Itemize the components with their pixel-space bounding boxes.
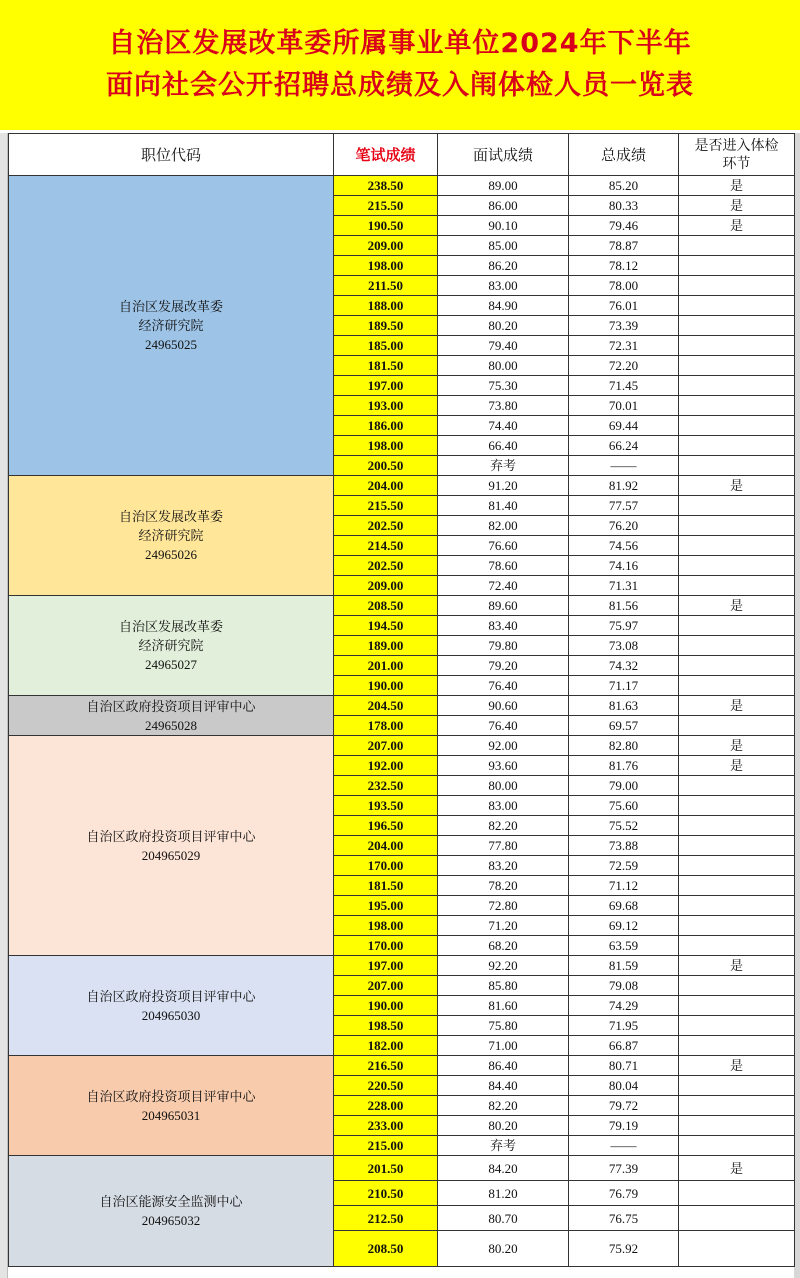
- written-score-cell: 201.00: [334, 656, 438, 676]
- physical-exam-cell: 是: [679, 476, 795, 496]
- written-score-cell: 196.50: [334, 816, 438, 836]
- interview-score-cell: 84.20: [438, 1156, 569, 1181]
- written-score-cell: 209.00: [334, 236, 438, 256]
- interview-score-cell: 76.40: [438, 676, 569, 696]
- physical-exam-cell: 是: [679, 596, 795, 616]
- written-score-cell: 185.00: [334, 336, 438, 356]
- header-physical-exam: [679, 134, 795, 176]
- total-score-cell: 69.57: [569, 716, 679, 736]
- interview-score-cell: 77.80: [438, 836, 569, 856]
- physical-exam-cell: 是: [679, 756, 795, 776]
- physical-exam-cell: [679, 636, 795, 656]
- total-score-cell: 77.39: [569, 1156, 679, 1181]
- written-score-cell: 232.50: [334, 776, 438, 796]
- interview-score-cell: 74.40: [438, 416, 569, 436]
- table-row: [9, 176, 795, 196]
- physical-exam-cell: [679, 316, 795, 336]
- total-score-cell: 76.79: [569, 1181, 679, 1206]
- total-score-cell: 71.95: [569, 1016, 679, 1036]
- physical-exam-cell: [679, 336, 795, 356]
- written-score-cell: 207.00: [334, 736, 438, 756]
- header-position-code: 职位代码: [9, 134, 334, 176]
- position-line: 自治区政府投资项目评审中心: [86, 828, 256, 844]
- physical-exam-cell: [679, 1231, 795, 1267]
- written-score-cell: 209.00: [334, 576, 438, 596]
- written-score-cell: 178.00: [334, 716, 438, 736]
- written-score-cell: 197.00: [334, 376, 438, 396]
- total-score-cell: 85.20: [569, 176, 679, 196]
- physical-exam-cell: [679, 816, 795, 836]
- physical-exam-cell: [679, 976, 795, 996]
- written-score-cell: 216.50: [334, 1056, 438, 1076]
- physical-exam-cell: [679, 856, 795, 876]
- interview-score-cell: 71.00: [438, 1036, 569, 1056]
- position-cell: [9, 956, 334, 1056]
- interview-score-cell: 91.20: [438, 476, 569, 496]
- interview-score-cell: 85.80: [438, 976, 569, 996]
- total-score-cell: 69.44: [569, 416, 679, 436]
- position-line: 自治区政府投资项目评审中心: [86, 1088, 256, 1104]
- position-cell: [9, 1056, 334, 1156]
- written-score-cell: 194.50: [334, 616, 438, 636]
- interview-score-cell: 79.80: [438, 636, 569, 656]
- interview-score-cell: 81.40: [438, 496, 569, 516]
- position-cell: [9, 596, 334, 696]
- written-score-cell: 198.00: [334, 436, 438, 456]
- written-score-cell: 202.50: [334, 556, 438, 576]
- written-score-cell: 204.00: [334, 836, 438, 856]
- written-score-cell: 198.00: [334, 256, 438, 276]
- physical-exam-cell: [679, 776, 795, 796]
- header-row: [9, 134, 795, 176]
- written-score-cell: 220.50: [334, 1076, 438, 1096]
- interview-score-cell: 78.60: [438, 556, 569, 576]
- position-line: 经济研究院: [138, 318, 204, 333]
- total-score-cell: 74.32: [569, 656, 679, 676]
- physical-exam-cell: [679, 256, 795, 276]
- physical-exam-cell: [679, 716, 795, 736]
- interview-score-cell: 82.20: [438, 816, 569, 836]
- total-score-cell: 81.59: [569, 956, 679, 976]
- row-header-strip: [0, 133, 8, 1278]
- interview-score-cell: 92.20: [438, 956, 569, 976]
- total-score-cell: 74.16: [569, 556, 679, 576]
- total-score-cell: 66.24: [569, 436, 679, 456]
- total-score-cell: ——: [569, 456, 679, 476]
- total-score-cell: 79.00: [569, 776, 679, 796]
- total-score-cell: 69.12: [569, 916, 679, 936]
- written-score-cell: 181.50: [334, 876, 438, 896]
- total-score-cell: ——: [569, 1136, 679, 1156]
- total-score-cell: 73.08: [569, 636, 679, 656]
- physical-exam-cell: [679, 656, 795, 676]
- total-score-cell: 74.29: [569, 996, 679, 1016]
- total-score-cell: 76.20: [569, 516, 679, 536]
- interview-score-cell: 66.40: [438, 436, 569, 456]
- physical-exam-cell: [679, 936, 795, 956]
- physical-exam-cell: 是: [679, 1156, 795, 1181]
- position-line: 204965029: [141, 847, 201, 863]
- total-score-cell: 71.31: [569, 576, 679, 596]
- total-score-cell: 81.76: [569, 756, 679, 776]
- total-score-cell: 81.63: [569, 696, 679, 716]
- physical-exam-cell: 是: [679, 956, 795, 976]
- written-score-cell: 215.50: [334, 496, 438, 516]
- interview-score-cell: 79.20: [438, 656, 569, 676]
- interview-score-cell: 76.40: [438, 716, 569, 736]
- physical-exam-cell: 是: [679, 696, 795, 716]
- total-score-cell: 72.59: [569, 856, 679, 876]
- total-score-cell: 76.01: [569, 296, 679, 316]
- position-cell: [9, 736, 334, 956]
- position-line: 经济研究院: [138, 528, 204, 543]
- physical-exam-cell: [679, 236, 795, 256]
- written-score-cell: 204.00: [334, 476, 438, 496]
- total-score-cell: 73.88: [569, 836, 679, 856]
- physical-exam-cell: 是: [679, 1056, 795, 1076]
- interview-score-cell: 90.60: [438, 696, 569, 716]
- interview-score-cell: 89.00: [438, 176, 569, 196]
- title-banner: [0, 0, 800, 130]
- total-score-cell: 63.59: [569, 936, 679, 956]
- interview-score-cell: 75.30: [438, 376, 569, 396]
- title-line-1: 自治区发展改革委所属事业单位2024年下半年: [108, 28, 692, 59]
- written-score-cell: 190.00: [334, 676, 438, 696]
- total-score-cell: 66.87: [569, 1036, 679, 1056]
- interview-score-cell: 72.40: [438, 576, 569, 596]
- interview-score-cell: 80.20: [438, 316, 569, 336]
- interview-score-cell: 86.40: [438, 1056, 569, 1076]
- interview-score-cell: 86.20: [438, 256, 569, 276]
- total-score-cell: 81.56: [569, 596, 679, 616]
- physical-exam-cell: [679, 416, 795, 436]
- total-score-cell: 79.19: [569, 1116, 679, 1136]
- results-table: [8, 133, 795, 1267]
- physical-exam-cell: [679, 996, 795, 1016]
- interview-score-cell: 80.00: [438, 356, 569, 376]
- physical-exam-cell: [679, 1036, 795, 1056]
- written-score-cell: 201.50: [334, 1156, 438, 1181]
- total-score-cell: 75.52: [569, 816, 679, 836]
- table-row: [9, 956, 795, 976]
- position-line: 204965031: [141, 1107, 201, 1123]
- written-score-cell: 193.50: [334, 796, 438, 816]
- total-score-cell: 71.17: [569, 676, 679, 696]
- physical-exam-cell: [679, 396, 795, 416]
- physical-exam-cell: [679, 1136, 795, 1156]
- physical-exam-cell: [679, 556, 795, 576]
- interview-score-cell: 73.80: [438, 396, 569, 416]
- position-cell: [9, 696, 334, 736]
- written-score-cell: 208.50: [334, 596, 438, 616]
- interview-score-cell: 89.60: [438, 596, 569, 616]
- interview-score-cell: 71.20: [438, 916, 569, 936]
- physical-exam-cell: [679, 876, 795, 896]
- position-line: 自治区发展改革委: [118, 299, 223, 314]
- interview-score-cell: 弃考: [438, 1136, 569, 1156]
- position-line: 24965026: [145, 547, 197, 562]
- written-score-cell: 210.50: [334, 1181, 438, 1206]
- written-score-cell: 215.50: [334, 196, 438, 216]
- results-body: [9, 176, 795, 1267]
- interview-score-cell: 76.60: [438, 536, 569, 556]
- written-score-cell: 228.00: [334, 1096, 438, 1116]
- physical-exam-cell: [679, 276, 795, 296]
- physical-exam-cell: [679, 436, 795, 456]
- written-score-cell: 170.00: [334, 936, 438, 956]
- interview-score-cell: 85.00: [438, 236, 569, 256]
- position-cell: [9, 1156, 334, 1267]
- interview-score-cell: 83.00: [438, 796, 569, 816]
- written-score-cell: 189.00: [334, 636, 438, 656]
- physical-exam-cell: [679, 376, 795, 396]
- written-score-cell: 214.50: [334, 536, 438, 556]
- interview-score-cell: 83.40: [438, 616, 569, 636]
- total-score-cell: 74.56: [569, 536, 679, 556]
- physical-exam-cell: [679, 536, 795, 556]
- physical-exam-cell: [679, 516, 795, 536]
- header-interview-score: 面试成绩: [438, 134, 569, 176]
- physical-exam-cell: [679, 796, 795, 816]
- total-score-cell: 75.92: [569, 1231, 679, 1267]
- written-score-cell: 238.50: [334, 176, 438, 196]
- interview-score-cell: 93.60: [438, 756, 569, 776]
- total-score-cell: 71.45: [569, 376, 679, 396]
- written-score-cell: 170.00: [334, 856, 438, 876]
- interview-score-cell: 84.40: [438, 1076, 569, 1096]
- written-score-cell: 197.00: [334, 956, 438, 976]
- position-line: 自治区政府投资项目评审中心: [86, 698, 256, 714]
- physical-exam-cell: [679, 296, 795, 316]
- interview-score-cell: 84.90: [438, 296, 569, 316]
- table-row: [9, 1156, 795, 1181]
- total-score-cell: 73.39: [569, 316, 679, 336]
- written-score-cell: 192.00: [334, 756, 438, 776]
- total-score-cell: 69.68: [569, 896, 679, 916]
- total-score-cell: 82.80: [569, 736, 679, 756]
- written-score-cell: 204.50: [334, 696, 438, 716]
- interview-score-cell: 80.00: [438, 776, 569, 796]
- total-score-cell: 78.87: [569, 236, 679, 256]
- physical-exam-cell: [679, 836, 795, 856]
- header-written-score: 笔试成绩: [334, 134, 438, 176]
- written-score-cell: 186.00: [334, 416, 438, 436]
- physical-exam-cell: [679, 456, 795, 476]
- total-score-cell: 80.71: [569, 1056, 679, 1076]
- physical-exam-cell: [679, 1181, 795, 1206]
- written-score-cell: 195.00: [334, 896, 438, 916]
- physical-exam-cell: [679, 896, 795, 916]
- interview-score-cell: 68.20: [438, 936, 569, 956]
- header-total-score: 总成绩: [569, 134, 679, 176]
- physical-exam-cell: [679, 1016, 795, 1036]
- interview-score-cell: 86.00: [438, 196, 569, 216]
- written-score-cell: 211.50: [334, 276, 438, 296]
- physical-exam-cell: [679, 1076, 795, 1096]
- table-row: [9, 1056, 795, 1076]
- physical-exam-cell: [679, 616, 795, 636]
- total-score-cell: 80.33: [569, 196, 679, 216]
- physical-exam-cell: [679, 1116, 795, 1136]
- written-score-cell: 207.00: [334, 976, 438, 996]
- physical-exam-cell: [679, 576, 795, 596]
- physical-exam-cell: [679, 676, 795, 696]
- position-line: 204965030: [141, 1007, 201, 1023]
- written-score-cell: 189.50: [334, 316, 438, 336]
- written-score-cell: 188.00: [334, 296, 438, 316]
- position-line: 204965032: [141, 1213, 201, 1228]
- written-score-cell: 208.50: [334, 1231, 438, 1267]
- total-score-cell: 79.72: [569, 1096, 679, 1116]
- total-score-cell: 75.97: [569, 616, 679, 636]
- written-score-cell: 182.00: [334, 1036, 438, 1056]
- position-cell: [9, 176, 334, 476]
- written-score-cell: 190.50: [334, 216, 438, 236]
- total-score-cell: 76.75: [569, 1206, 679, 1231]
- written-score-cell: 233.00: [334, 1116, 438, 1136]
- table-row: [9, 596, 795, 616]
- total-score-cell: 78.00: [569, 276, 679, 296]
- interview-score-cell: 75.80: [438, 1016, 569, 1036]
- position-line: 自治区能源安全监测中心: [99, 1194, 243, 1209]
- title-line-2: 面向社会公开招聘总成绩及入闱体检人员一览表: [106, 70, 694, 101]
- interview-score-cell: 90.10: [438, 216, 569, 236]
- interview-score-cell: 72.80: [438, 896, 569, 916]
- table-row: [9, 736, 795, 756]
- physical-exam-cell: [679, 356, 795, 376]
- total-score-cell: 70.01: [569, 396, 679, 416]
- written-score-cell: 193.00: [334, 396, 438, 416]
- written-score-cell: 215.00: [334, 1136, 438, 1156]
- interview-score-cell: 80.20: [438, 1231, 569, 1267]
- interview-score-cell: 81.20: [438, 1181, 569, 1206]
- total-score-cell: 75.60: [569, 796, 679, 816]
- total-score-cell: 81.92: [569, 476, 679, 496]
- physical-exam-cell: 是: [679, 736, 795, 756]
- header-physical-exam-line2: 环节: [722, 155, 751, 172]
- written-score-cell: 190.00: [334, 996, 438, 1016]
- interview-score-cell: 83.20: [438, 856, 569, 876]
- interview-score-cell: 78.20: [438, 876, 569, 896]
- interview-score-cell: 81.60: [438, 996, 569, 1016]
- total-score-cell: 72.31: [569, 336, 679, 356]
- interview-score-cell: 80.20: [438, 1116, 569, 1136]
- total-score-cell: 72.20: [569, 356, 679, 376]
- written-score-cell: 212.50: [334, 1206, 438, 1231]
- total-score-cell: 80.04: [569, 1076, 679, 1096]
- table-row: [9, 476, 795, 496]
- total-score-cell: 71.12: [569, 876, 679, 896]
- written-score-cell: 200.50: [334, 456, 438, 476]
- written-score-cell: 181.50: [334, 356, 438, 376]
- total-score-cell: 78.12: [569, 256, 679, 276]
- table-row: [9, 696, 795, 716]
- position-cell: [9, 476, 334, 596]
- physical-exam-cell: 是: [679, 196, 795, 216]
- position-line: 经济研究院: [138, 638, 204, 653]
- total-score-cell: 79.46: [569, 216, 679, 236]
- total-score-cell: 79.08: [569, 976, 679, 996]
- position-line: 自治区政府投资项目评审中心: [86, 988, 256, 1004]
- interview-score-cell: 83.00: [438, 276, 569, 296]
- physical-exam-cell: 是: [679, 176, 795, 196]
- interview-score-cell: 92.00: [438, 736, 569, 756]
- written-score-cell: 198.50: [334, 1016, 438, 1036]
- interview-score-cell: 82.20: [438, 1096, 569, 1116]
- physical-exam-cell: 是: [679, 216, 795, 236]
- position-line: 24965028: [145, 717, 197, 733]
- position-line: 24965025: [145, 337, 197, 352]
- interview-score-cell: 弃考: [438, 456, 569, 476]
- interview-score-cell: 79.40: [438, 336, 569, 356]
- physical-exam-cell: [679, 1096, 795, 1116]
- written-score-cell: 202.50: [334, 516, 438, 536]
- written-score-cell: 198.00: [334, 916, 438, 936]
- position-line: 24965027: [145, 657, 197, 672]
- interview-score-cell: 82.00: [438, 516, 569, 536]
- physical-exam-cell: [679, 496, 795, 516]
- position-line: 自治区发展改革委: [118, 509, 223, 524]
- physical-exam-cell: [679, 1206, 795, 1231]
- position-line: 自治区发展改革委: [118, 619, 223, 634]
- total-score-cell: 77.57: [569, 496, 679, 516]
- interview-score-cell: 80.70: [438, 1206, 569, 1231]
- physical-exam-cell: [679, 916, 795, 936]
- header-physical-exam-line1: 是否进入体检: [694, 137, 779, 154]
